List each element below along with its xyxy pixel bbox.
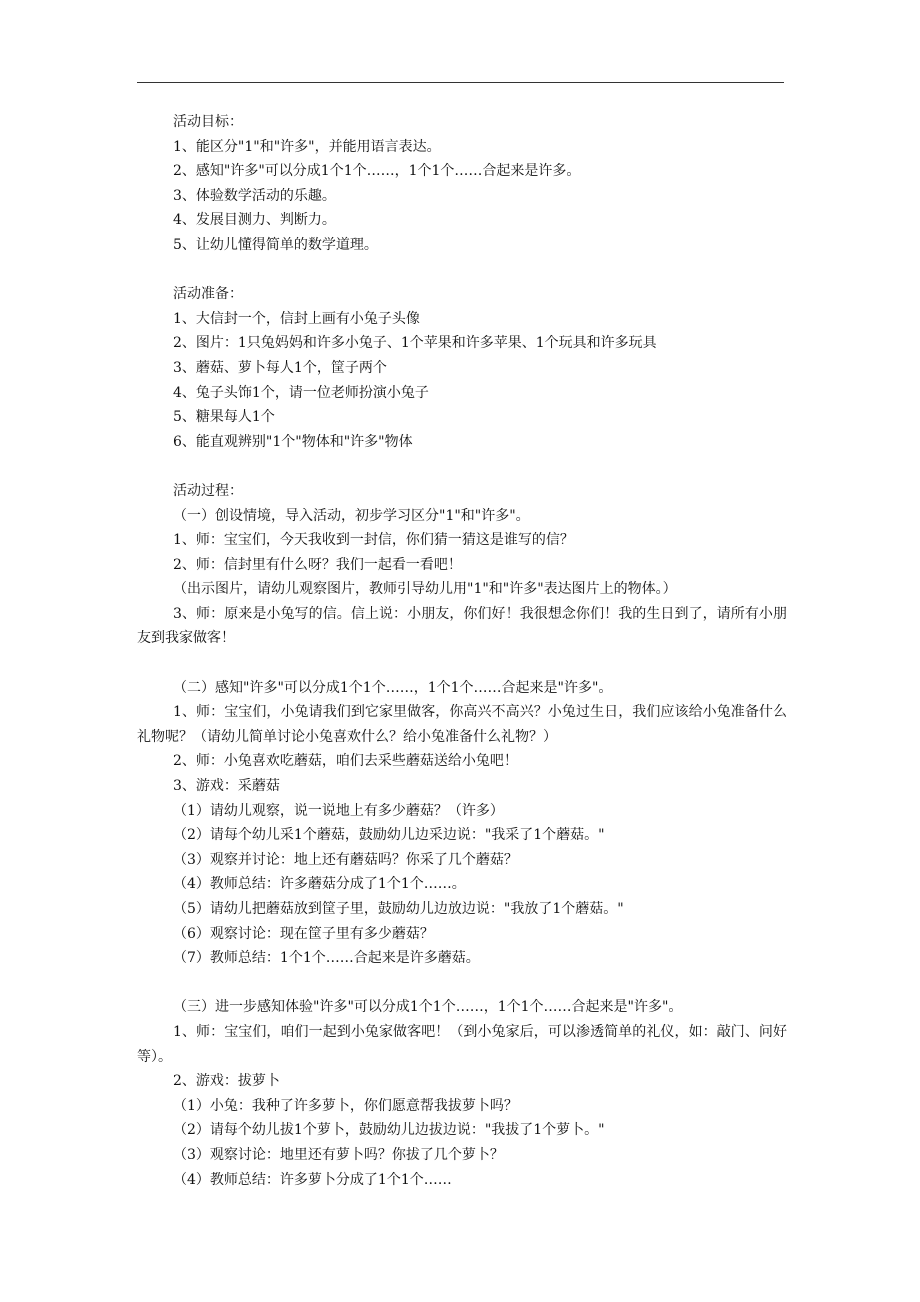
part1-title: （一）创设情境，导入活动，初步学习区分"1"和"许多"。 (173, 507, 530, 524)
part2-step: （1）请幼儿观察，说一说地上有多少蘑菇？（许多） (173, 802, 504, 819)
part1-line: 2、师：信封里有什么呀？我们一起看一看吧！ (173, 556, 462, 573)
part3-step: （4）教师总结：许多萝卜分成了1个1个…… (173, 1171, 452, 1188)
part2-title: （二）感知"许多"可以分成1个1个……，1个1个……合起来是"许多"。 (173, 679, 613, 696)
prep-item: 6、能直观辨别"1个"物体和"许多"物体 (173, 433, 413, 450)
part2-step: （7）教师总结：1个1个……合起来是许多蘑菇。 (173, 950, 480, 967)
part2-step: （6）观察讨论：现在筐子里有多少蘑菇？ (173, 925, 434, 942)
part1-line: 1、师：宝宝们，今天我收到一封信，你们猜一猜这是谁写的信？ (173, 532, 574, 549)
section-prep (137, 282, 787, 454)
part2-step: （5）请幼儿把蘑菇放到筐子里，鼓励幼儿边放边说："我放了1个蘑菇。" (173, 901, 624, 917)
prep-heading: 活动准备： (173, 286, 243, 303)
process-heading: 活动过程： (173, 482, 243, 499)
prep-item: 2、图片：1只兔妈妈和许多小兔子、1个苹果和许多苹果、1个玩具和许多玩具 (173, 335, 657, 352)
prep-item: 3、蘑菇、萝卜每人1个，筐子两个 (173, 359, 387, 376)
goals-item: 5、让幼儿懂得简单的数学道理。 (173, 236, 378, 253)
part3-step: （2）请每个幼儿拔1个萝卜，鼓励幼儿边拔边说："我拔了1个萝卜。" (173, 1122, 605, 1139)
part2-step: （3）观察并讨论：地上还有蘑菇吗？你采了几个蘑菇？ (173, 851, 518, 868)
prep-item: 5、糖果每人1个 (173, 409, 275, 426)
goals-item: 4、发展目测力、判断力。 (173, 212, 336, 229)
header-rule (137, 82, 784, 83)
document-body (137, 110, 787, 1192)
part2-line: 1、师：宝宝们，小兔请我们到它家里做客，你高兴不高兴？小兔过生日，我们应该给小兔准备什么礼物呢？（请幼儿简单讨论小兔喜欢什么？给小兔准备什么礼物？） (137, 704, 787, 745)
part2-step: （4）教师总结：许多蘑菇分成了1个1个……。 (173, 876, 466, 893)
section-goals (137, 110, 787, 258)
part3-step: （1）小兔：我种了许多萝卜，你们愿意帮我拔萝卜吗？ (173, 1097, 518, 1114)
prep-item: 4、兔子头饰1个，请一位老师扮演小兔子 (173, 384, 429, 401)
part2-step: （2）请每个幼儿采1个蘑菇，鼓励幼儿边采边说："我采了1个蘑菇。" (173, 827, 605, 844)
part1-line: （出示图片，请幼儿观察图片，教师引导幼儿用"1"和"许多"表达图片上的物体。） (173, 581, 677, 598)
part2-line: 2、师：小兔喜欢吃蘑菇，咱们去采些蘑菇送给小兔吧！ (173, 753, 518, 770)
goals-item: 3、体验数学活动的乐趣。 (173, 187, 336, 204)
part1-line: 3、师：原来是小兔写的信。信上说：小朋友，你们好！我很想念你们！我的生日到了，请所有小朋友到我家做客！ (137, 605, 787, 647)
goals-item: 1、能区分"1"和"许多"，并能用语言表达。 (173, 138, 441, 155)
part3-step: （3）观察讨论：地里还有萝卜吗？你拔了几个萝卜？ (173, 1146, 504, 1163)
goals-item: 2、感知"许多"可以分成1个1个……，1个1个……合起来是许多。 (173, 163, 581, 180)
part3-line: 2、游戏：拔萝卜 (173, 1073, 280, 1090)
section-process (137, 479, 787, 1192)
part2-line: 3、游戏：采蘑菇 (173, 778, 280, 795)
goals-heading: 活动目标： (173, 114, 243, 130)
part3-title: （三）进一步感知体验"许多"可以分成1个1个……，1个1个……合起来是"许多"。 (173, 999, 683, 1016)
part3-line: 1、师：宝宝们，咱们一起到小兔家做客吧！（到小兔家后，可以渗透简单的礼仪，如：敲门、问好等）。 (137, 1023, 787, 1065)
prep-item: 1、大信封一个，信封上画有小兔子头像 (173, 310, 420, 327)
